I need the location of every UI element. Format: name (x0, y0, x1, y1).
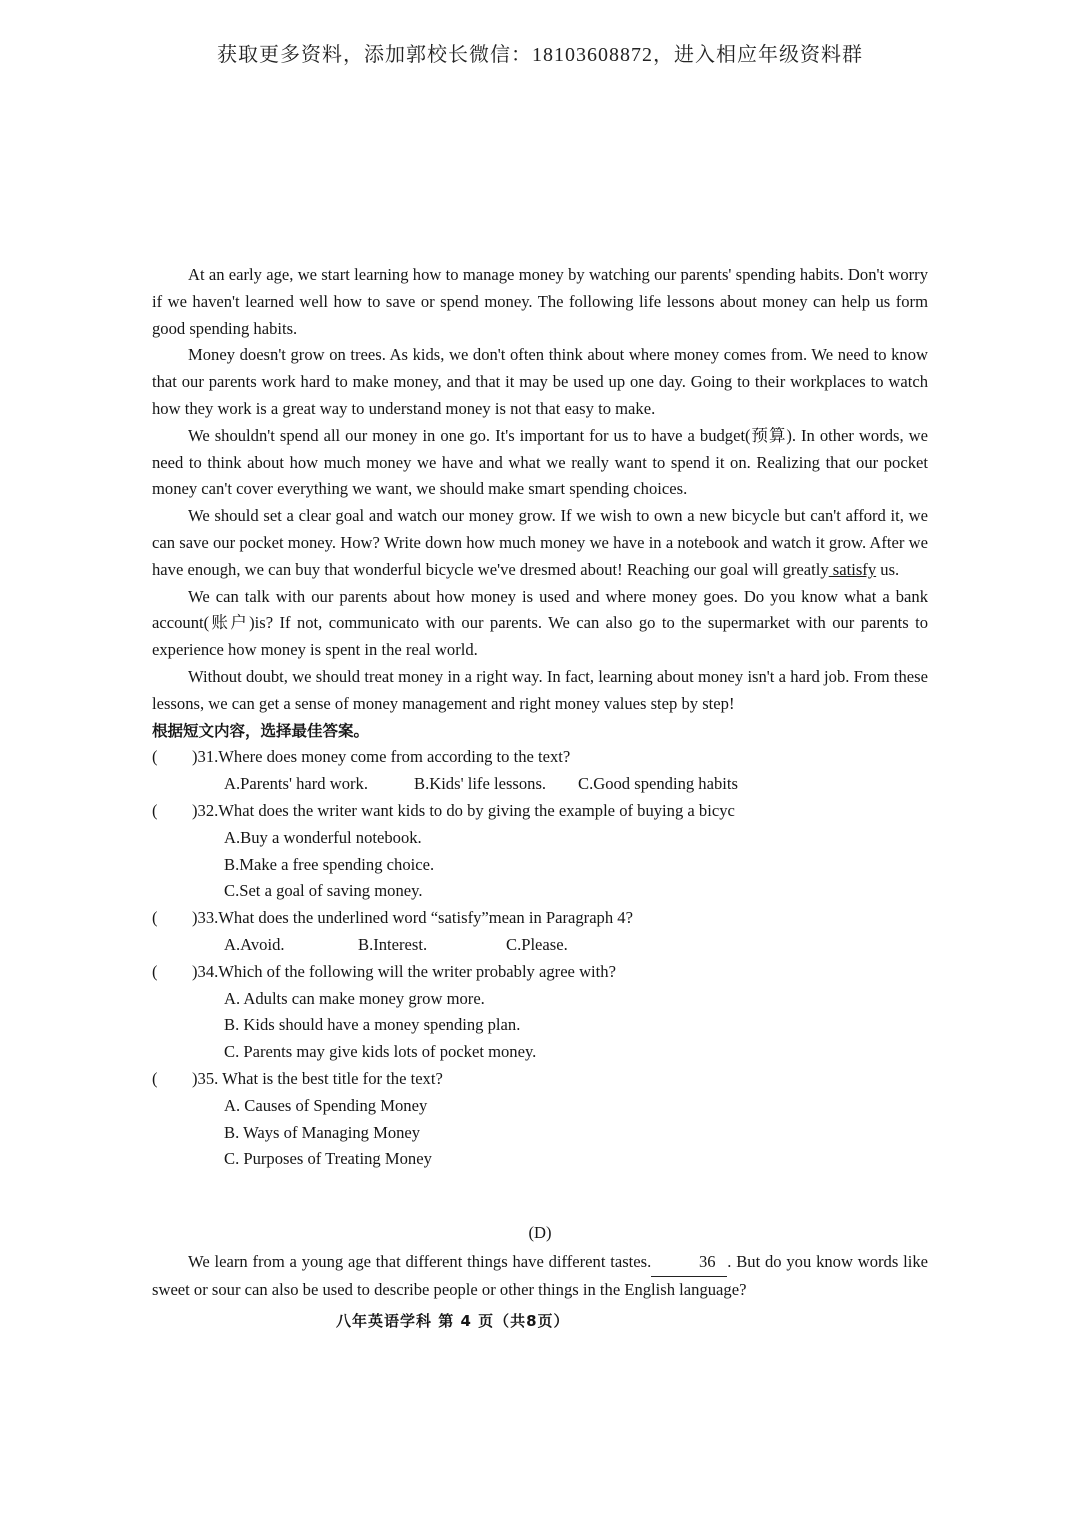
option-a: A. Adults can make money grow more. (224, 988, 485, 1008)
question-34 (152, 959, 928, 986)
answer-bracket[interactable]: ( (152, 747, 158, 767)
header-banner: 获取更多资料，添加郭校长微信：18103608872，进入相应年级资料群 (217, 44, 863, 66)
option-a: A. Causes of Spending Money (224, 1095, 428, 1115)
passage-paragraph-3: We shouldn't spend all our money in one go. It's important for us to have a budget(预算). In other words, we need to think about how much money we have and what we really want to spend it on. Realizing that our pocket money can't cover everything we want, we should make smart spending choices. (152, 425, 928, 499)
option-c: C. Purposes of Treating Money (224, 1149, 432, 1169)
section-d-paragraph (152, 1249, 928, 1304)
option-c: C.Please. (506, 934, 568, 954)
underlined-word-satisfy: satisfy (828, 559, 877, 579)
question-32 (152, 798, 928, 825)
answer-bracket[interactable]: ( (152, 800, 158, 820)
question-33-options (152, 932, 928, 959)
option-b: B.Interest. (358, 934, 428, 954)
option-a: A.Avoid. (224, 934, 285, 954)
answer-bracket[interactable]: ( (152, 908, 158, 928)
question-31 (152, 744, 928, 771)
question-35 (152, 1066, 928, 1093)
paragraph-4-end: us. (876, 559, 900, 579)
section-d-text-cont: . But do you know words like sweet or sour can also be used to describe people or other things in the English language? (152, 1251, 928, 1299)
option-b: B.Make a free spending choice. (224, 854, 435, 874)
option-a: A.Parents' hard work. (224, 774, 369, 794)
blank-36[interactable]: 36 (651, 1249, 727, 1277)
option-a: A.Buy a wonderful notebook. (224, 827, 422, 847)
option-b: B. Kids should have a money spending plan. (224, 1015, 521, 1035)
answer-bracket[interactable]: ( (152, 961, 158, 981)
passage-paragraph-5: We can talk with our parents about how money is used and where money goes. Do you know what a bank account(账户)is? If not, communicato with our parents. We can also go to the supermarket with our parents to experience how money is spent in the real world. (152, 586, 928, 660)
reading-passage (152, 262, 928, 1173)
question-stem: )34.Which of the following will the writer probably agree with? (192, 961, 616, 981)
option-c: C.Good spending habits (578, 774, 738, 794)
instructions: 根据短文内容，选择最佳答案。 (152, 721, 370, 740)
page-footer: 八年英语学科 第 4 页（共8页） (336, 1312, 570, 1330)
passage-paragraph-4 (152, 503, 928, 583)
section-d (152, 1220, 928, 1303)
passage-paragraph-6: Without doubt, we should treat money in a right way. In fact, learning about money isn't a hard job. From these lessons, we can get a sense of money management and right money values step by step! (152, 666, 928, 713)
paragraph-4-text: We should set a clear goal and watch our money grow. If we wish to own a new bicycle but can't afford it, we can save our pocket money. How? Write down how much money we have in a notebook and watch it grow. After we have enough, we can buy that wonderful bicycle we've dresmed about! Reaching our goal will greatly (152, 506, 928, 579)
section-title: (D) (528, 1223, 552, 1242)
option-b: B.Kids' life lessons. (414, 774, 547, 794)
passage-paragraph-1: At an early age, we start learning how to manage money by watching our parents' spending habits. Don't worry if we haven't learned well how to save or spend money. The following life lessons about money can help us form good spending habits. (152, 265, 928, 338)
option-c: C.Set a goal of saving money. (224, 881, 423, 901)
question-33 (152, 905, 928, 932)
question-stem: )35. What is the best title for the text? (192, 1068, 443, 1088)
question-stem: )32.What does the writer want kids to do by giving the example of buying a bicyc (192, 800, 735, 820)
section-d-text: We learn from a young age that different things have different tastes. (188, 1251, 652, 1271)
option-c: C. Parents may give kids lots of pocket money. (224, 1042, 537, 1062)
question-stem: )33.What does the underlined word “satisfy”mean in Paragraph 4? (192, 908, 633, 928)
passage-paragraph-2: Money doesn't grow on trees. As kids, we don't often think about where money comes from. We need to know that our parents work hard to make money, and that it may be used up one day. Going to their workplaces to watch how they work is a great way to understand money is not that easy to make. (152, 345, 928, 418)
question-stem: )31.Where does money come from according to the text? (192, 747, 571, 767)
option-b: B. Ways of Managing Money (224, 1122, 421, 1142)
answer-bracket[interactable]: ( (152, 1068, 158, 1088)
question-31-options (152, 771, 928, 798)
